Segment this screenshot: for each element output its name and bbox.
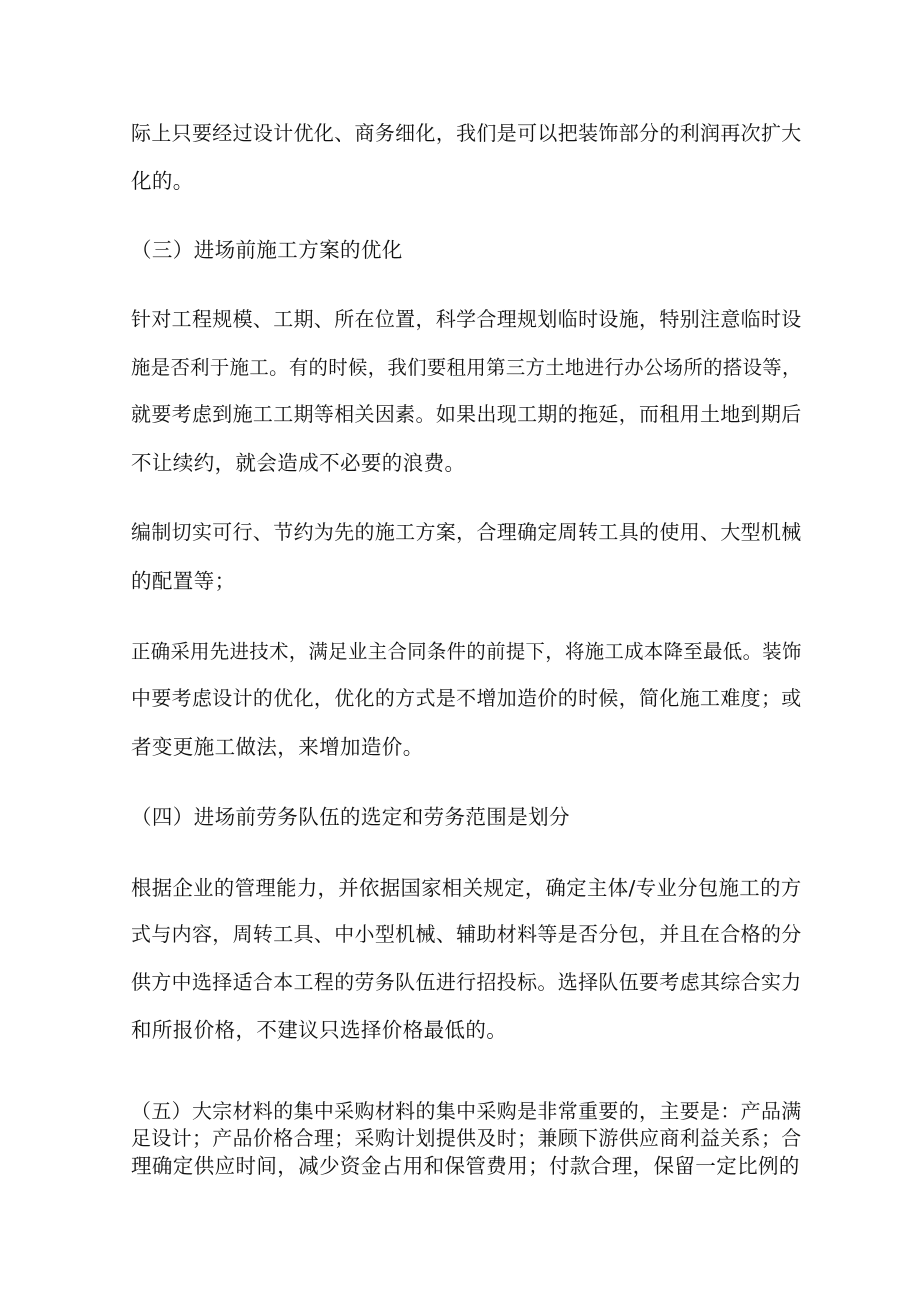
text-line: （五）大宗材料的集中采购材料的集中采购是非常重要的，主要是：产品满 xyxy=(131,1100,802,1123)
text-line: 正确采用先进技术，满足业主合同条件的前提下，将施工成本降至最低。装饰 xyxy=(131,640,802,663)
text-line: 根据企业的管理能力，并依据国家相关规定，确定主体/专业分包施工的方 xyxy=(131,876,802,900)
text-line: 编制切实可行、节约为先的施工方案，合理确定周转工具的使用、大型机械 xyxy=(131,521,802,544)
text-line: 理确定供应时间，减少资金占用和保管费用；付款合理，保留一定比例的 xyxy=(131,1154,800,1178)
text-line: 施是否利于施工。有的时候，我们要租用第三方土地进行办公场所的搭设等， xyxy=(131,356,802,379)
heading-line: （四）进场前劳务队伍的选定和劳务范围是划分 xyxy=(131,805,570,829)
text-line: 足设计；产品价格合理；采购计划提供及时；兼顾下游供应商利益关系；合 xyxy=(131,1127,802,1150)
text-line: 的配置等； xyxy=(131,569,236,593)
heading-line: （三）进场前施工方案的优化 xyxy=(131,238,403,262)
text-line: 际上只要经过设计优化、商务细化，我们是可以把装饰部分的利润再次扩大 xyxy=(131,122,802,145)
text-line: 和所报价格，不建议只选择价格最低的。 xyxy=(131,1018,508,1042)
text-line: 者变更施工做法，来增加造价。 xyxy=(131,735,424,759)
text-line: 化的。 xyxy=(131,169,194,193)
text-line: 针对工程规模、工期、所在位置，科学合理规划临时设施，特别注意临时设 xyxy=(131,308,802,331)
text-line: 式与内容，周转工具、中小型机械、辅助材料等是否分包，并且在合格的分 xyxy=(131,923,802,946)
text-line: 不让续约，就会造成不必要的浪费。 xyxy=(131,451,466,475)
text-line: 中要考虑设计的优化，优化的方式是不增加造价的时候，简化施工难度；或 xyxy=(131,687,802,710)
text-line: 供方中选择适合本工程的劳务队伍进行招投标。选择队伍要考虑其综合实力 xyxy=(131,971,802,994)
text-line: 就要考虑到施工工期等相关因素。如果出现工期的拖延，而租用土地到期后 xyxy=(131,403,802,426)
